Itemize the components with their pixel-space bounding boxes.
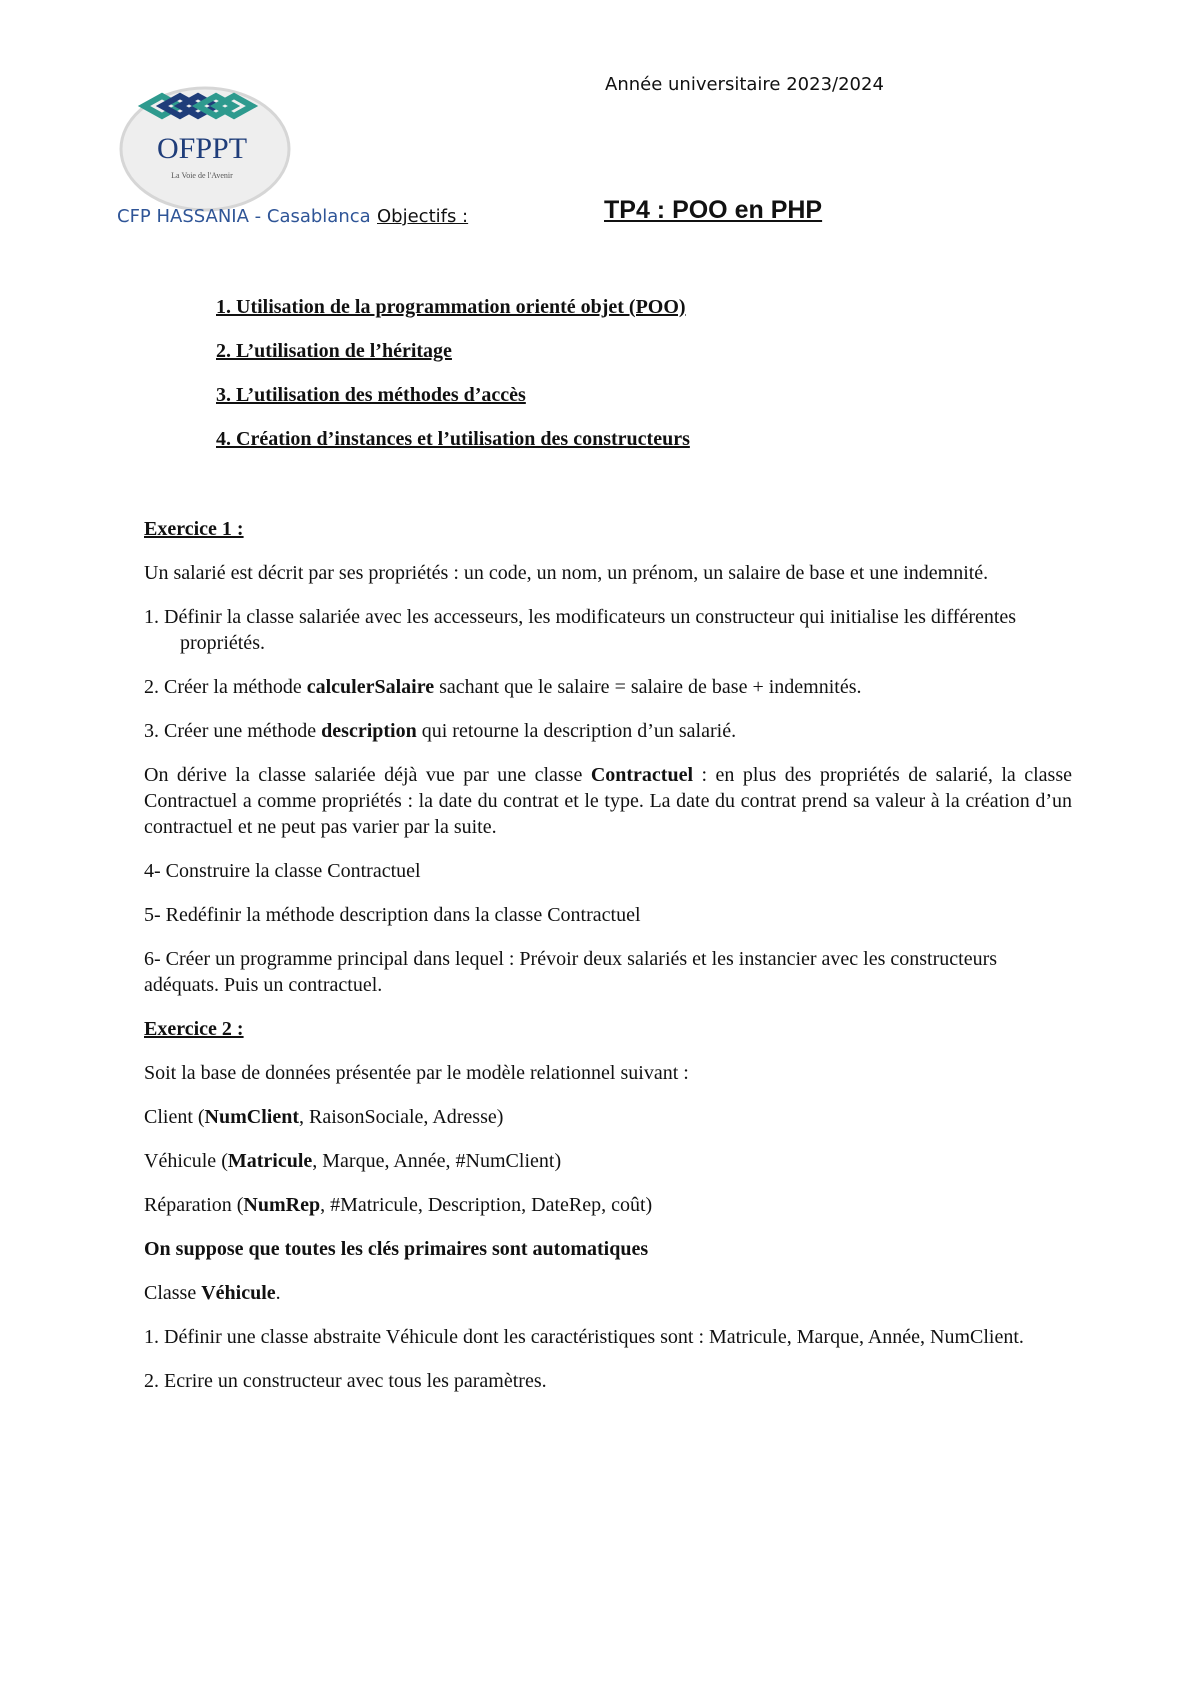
exercise-1-question-5: 5- Redéfinir la méthode description dans la classe Contractuel [144,904,641,926]
class-vehicule-heading: Classe Véhicule. [144,1282,281,1304]
objective-item: 3. L’utilisation des méthodes d’accès [216,384,526,406]
exercise-1-intro: Un salarié est décrit par ses propriétés : un code, un nom, un prénom, un salaire de base et une indemnité. [144,562,989,584]
exercise-1-question-3: 3. Créer une méthode description qui retourne la description d’un salarié. [144,720,737,742]
exercise-2-title: Exercice 2 : [144,1018,244,1040]
exercise-2-question-2: 2. Ecrire un constructeur avec tous les paramètres. [144,1370,547,1392]
exercise-1-question-6: 6- Créer un programme principal dans lequel : Prévoir deux salariés et les instancier avec les constructeurs adéquats. Puis un contractuel. [144,948,998,996]
exercise-1-question-2: 2. Créer la méthode calculerSalaire sachant que le salaire = salaire de base + indemnités. [144,676,862,698]
exercise-1-title: Exercice 1 : [144,518,244,540]
organization-name: CFP HASSANIA - Casablanca [117,206,371,227]
objective-item: 2. L’utilisation de l’héritage [216,340,452,362]
relation-client: Client (NumClient, RaisonSociale, Adresse) [144,1106,504,1128]
objective-item: 4. Création d’instances et l’utilisation des constructeurs [216,428,690,450]
objective-item: 1. Utilisation de la programmation orienté objet (POO) [216,296,686,318]
exercise-1-paragraph: On dérive la classe salariée déjà vue par une classe Contractuel : en plus des propriétés de salarié, la classe Contractuel a comme propriétés : la date du contrat et le type. La date du contrat prend sa valeur à la création d’un contractuel et ne peut pas varier par la suite. [144,764,1073,838]
exercise-2-question-1: 1. Définir une classe abstraite Véhicule dont les caractéristiques sont : Matricule, Marque, Année, NumClient. [144,1326,1024,1348]
exercise-2-note: On suppose que toutes les clés primaires sont automatiques [144,1238,649,1260]
objectives-list [216,296,690,472]
logo-diamonds-icon [144,96,252,116]
exercise-1-question-4: 4- Construire la classe Contractuel [144,860,421,882]
relation-reparation: Réparation (NumRep, #Matricule, Description, DateRep, coût) [144,1194,653,1216]
exercise-1-question-1: 1. Définir la classe salariée avec les accesseurs, les modificateurs un constructeur qui initialise les différentes propriétés. [144,606,1017,654]
ofppt-logo [118,86,292,212]
academic-year: Année universitaire 2023/2024 [605,74,884,95]
logo-text: OFPPT [156,132,248,165]
page-title: TP4 : POO en PHP [604,196,823,224]
document-body [144,516,1072,1412]
objectives-label: Objectifs : [377,206,469,227]
logo-tagline: La Voie de l'Avenir [171,171,233,180]
relation-vehicule: Véhicule (Matricule, Marque, Année, #NumClient) [144,1150,562,1172]
exercise-2-intro: Soit la base de données présentée par le modèle relationnel suivant : [144,1062,689,1084]
